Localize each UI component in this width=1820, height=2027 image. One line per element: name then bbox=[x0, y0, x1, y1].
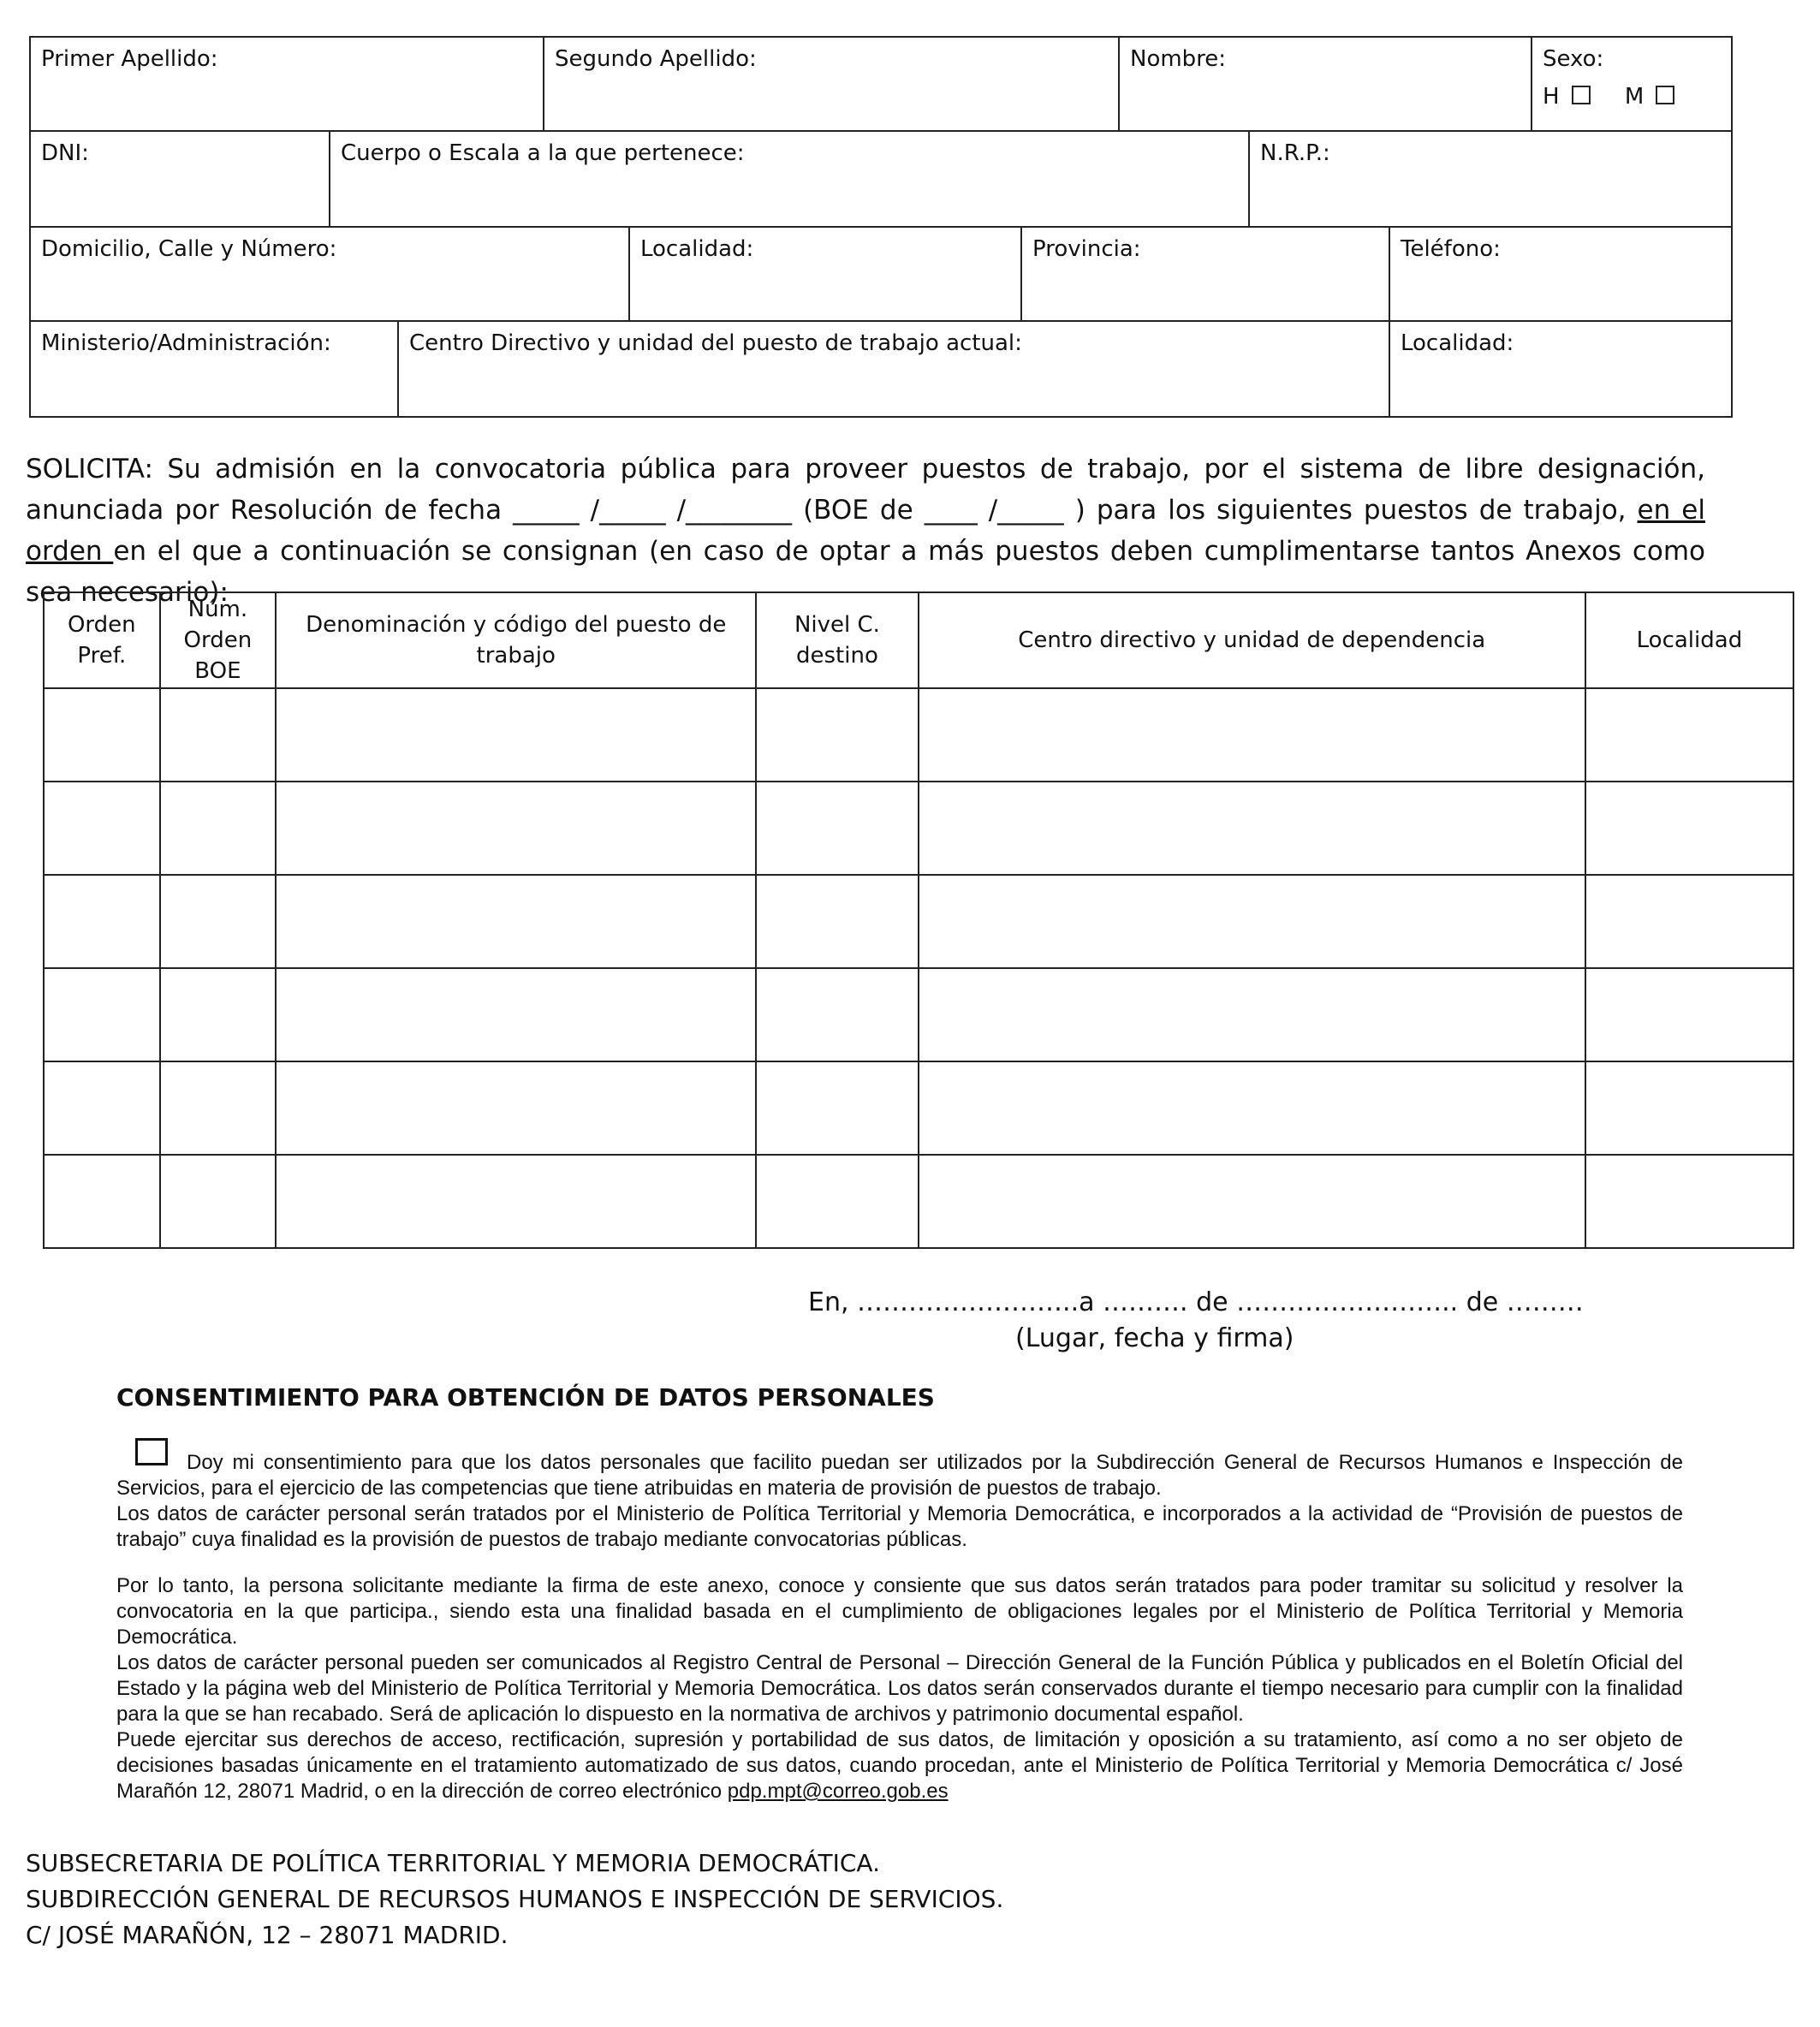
ministerio-label: Ministerio/Administración: bbox=[41, 330, 331, 356]
positions-table bbox=[43, 591, 1794, 1249]
sexo-m-label: M bbox=[1624, 84, 1645, 110]
table-cell[interactable] bbox=[756, 782, 918, 875]
header-nivel: Nivel C. destino bbox=[756, 592, 918, 688]
table-cell[interactable] bbox=[276, 1155, 756, 1248]
segundo-apellido-label: Segundo Apellido: bbox=[555, 46, 757, 72]
table-cell[interactable] bbox=[160, 1155, 277, 1248]
table-cell[interactable] bbox=[756, 875, 918, 968]
table-cell[interactable] bbox=[44, 968, 160, 1061]
signature-line: En, ……………………..a ………. de …………………….. de ……… bbox=[808, 1287, 1584, 1317]
sexo-h-checkbox[interactable] bbox=[1572, 86, 1591, 104]
consent-text-block-2 bbox=[116, 1573, 1683, 1804]
table-cell[interactable] bbox=[276, 968, 756, 1061]
table-cell[interactable] bbox=[919, 875, 1585, 968]
table-cell[interactable] bbox=[1585, 782, 1793, 875]
primer-apellido-label: Primer Apellido: bbox=[41, 46, 218, 72]
localidad-label-1: Localidad: bbox=[640, 236, 754, 262]
table-row bbox=[44, 1061, 1793, 1155]
consent-text-block-1 bbox=[116, 1450, 1683, 1553]
table-cell[interactable] bbox=[276, 1061, 756, 1155]
table-cell[interactable] bbox=[919, 782, 1585, 875]
solicita-text-1: SOLICITA: Su admisión en la convocatoria pública para proveer puestos de trabajo, por el sistema de libre designación, anunciada por Resolución de fecha _____ /_____ /________ (BOE de ____ /_____ ) para los siguientes puestos de trabajo, bbox=[26, 454, 1705, 526]
table-cell[interactable] bbox=[1585, 968, 1793, 1061]
table-cell[interactable] bbox=[44, 875, 160, 968]
localidad-field-1[interactable] bbox=[630, 228, 1022, 322]
table-cell[interactable] bbox=[919, 968, 1585, 1061]
table-cell[interactable] bbox=[276, 688, 756, 782]
domicilio-field[interactable] bbox=[31, 228, 630, 322]
nombre-label: Nombre: bbox=[1130, 46, 1227, 72]
consent-paragraph-4: Los datos de carácter personal pueden ser comunicados al Registro Central de Personal – Dirección General de la Función Pública y publicados en el Boletín Oficial del Estado y la página web del Ministerio de Política Territorial y Memoria Democrática. Los datos serán conservados durante el tiempo necesario para cumplir con la finalidad para la que se han recabado. Será de aplicación lo dispuesto en la normativa de archivos y patrimonio documental español. bbox=[116, 1651, 1683, 1726]
telefono-label: Teléfono: bbox=[1401, 236, 1501, 262]
table-cell[interactable] bbox=[160, 875, 277, 968]
domicilio-label: Domicilio, Calle y Número: bbox=[41, 236, 337, 262]
cuerpo-label: Cuerpo o Escala a la que pertenece: bbox=[341, 140, 745, 166]
table-row bbox=[44, 1155, 1793, 1248]
sexo-label: Sexo: bbox=[1543, 46, 1604, 72]
dni-label: DNI: bbox=[41, 140, 89, 166]
table-cell[interactable] bbox=[1585, 875, 1793, 968]
centro-directivo-field[interactable] bbox=[399, 322, 1390, 416]
dni-field[interactable] bbox=[31, 132, 330, 228]
table-cell[interactable] bbox=[276, 875, 756, 968]
consent-paragraph-1: Doy mi consentimiento para que los datos personales que facilito puedan ser utilizados por la Subdirección General de Recursos Humanos e Inspección de Servicios, para el ejercicio de las competencias que tiene atribuidas en materia de provisión de puestos de trabajo. bbox=[116, 1451, 1683, 1500]
table-cell[interactable] bbox=[756, 1155, 918, 1248]
footer-line-2: SUBDIRECCIÓN GENERAL DE RECURSOS HUMANOS E INSPECCIÓN DE SERVICIOS. bbox=[26, 1885, 1004, 1913]
table-cell[interactable] bbox=[919, 1061, 1585, 1155]
solicita-paragraph bbox=[26, 449, 1705, 613]
signature-caption: (Lugar, fecha y firma) bbox=[1015, 1323, 1294, 1353]
table-row bbox=[44, 688, 1793, 782]
solicita-underlined: en el orden bbox=[26, 495, 1705, 567]
table-cell[interactable] bbox=[44, 1155, 160, 1248]
table-cell[interactable] bbox=[756, 688, 918, 782]
header-num-orden-boe: Núm. Orden BOE bbox=[160, 592, 277, 688]
provincia-label: Provincia: bbox=[1032, 236, 1141, 262]
nrp-field[interactable] bbox=[1250, 132, 1731, 228]
primer-apellido-field[interactable] bbox=[31, 38, 544, 132]
localidad-field-2[interactable] bbox=[1390, 322, 1731, 416]
table-cell[interactable] bbox=[276, 782, 756, 875]
sexo-h-label: H bbox=[1543, 84, 1560, 110]
table-header-row bbox=[44, 592, 1793, 688]
nrp-label: N.R.P.: bbox=[1260, 140, 1330, 166]
header-centro-directivo: Centro directivo y unidad de dependencia bbox=[919, 592, 1585, 688]
consent-heading: CONSENTIMIENTO PARA OBTENCIÓN DE DATOS PERSONALES bbox=[116, 1383, 935, 1412]
table-row bbox=[44, 875, 1793, 968]
consent-paragraph-5 bbox=[116, 1727, 1683, 1804]
cuerpo-field[interactable] bbox=[330, 132, 1250, 228]
footer-address bbox=[26, 1846, 1003, 1953]
table-cell[interactable] bbox=[919, 688, 1585, 782]
solicita-text-2: en el que a continuación se consignan (en caso de optar a más puestos deben cumplimentarse tantos Anexos como sea necesario): bbox=[26, 536, 1705, 608]
table-cell[interactable] bbox=[1585, 1155, 1793, 1248]
table-row bbox=[44, 968, 1793, 1061]
table-cell[interactable] bbox=[160, 1061, 277, 1155]
table-cell[interactable] bbox=[44, 782, 160, 875]
sexo-field bbox=[1532, 38, 1731, 132]
consent-paragraph-5-text: Puede ejercitar sus derechos de acceso, rectificación, supresión y portabilidad de sus datos, de limitación y oposición a su tratamiento, así como a no ser objeto de decisiones basadas únicamente en el tratamiento automatizado de sus datos, cuando procedan, ante el Ministerio de Política Territorial y Memoria Democrática c/ José Marañón 12, 28071 Madrid, o en la dirección de correo electrónico bbox=[116, 1728, 1683, 1803]
header-orden-pref: Orden Pref. bbox=[44, 592, 160, 688]
footer-line-3: C/ JOSÉ MARAÑÓN, 12 – 28071 MADRID. bbox=[26, 1921, 509, 1949]
consent-email-link[interactable]: pdp.mpt@correo.gob.es bbox=[727, 1780, 949, 1803]
table-cell[interactable] bbox=[44, 1061, 160, 1155]
localidad-label-2: Localidad: bbox=[1401, 330, 1514, 356]
header-denominacion: Denominación y código del puesto de trabajo bbox=[276, 592, 756, 688]
footer-line-1: SUBSECRETARIA DE POLÍTICA TERRITORIAL Y MEMORIA DEMOCRÁTICA. bbox=[26, 1849, 880, 1877]
nombre-field[interactable] bbox=[1120, 38, 1532, 132]
sexo-options bbox=[1543, 84, 1681, 110]
table-cell[interactable] bbox=[44, 688, 160, 782]
provincia-field[interactable] bbox=[1022, 228, 1390, 322]
table-cell[interactable] bbox=[160, 968, 277, 1061]
sexo-m-checkbox[interactable] bbox=[1656, 86, 1674, 104]
table-cell[interactable] bbox=[919, 1155, 1585, 1248]
consent-paragraph-2: Los datos de carácter personal serán tratados por el Ministerio de Política Territorial y Memoria Democrática, e incorporados a la actividad de “Provisión de puestos de trabajo” cuya finalidad es la provisión de puestos de trabajo mediante convocatorias públicas. bbox=[116, 1502, 1683, 1551]
telefono-field[interactable] bbox=[1390, 228, 1731, 322]
segundo-apellido-field[interactable] bbox=[544, 38, 1120, 132]
table-cell[interactable] bbox=[160, 782, 277, 875]
centro-directivo-label: Centro Directivo y unidad del puesto de trabajo actual: bbox=[409, 330, 1022, 356]
personal-data-grid bbox=[29, 36, 1733, 418]
header-localidad: Localidad bbox=[1585, 592, 1793, 688]
consent-paragraph-3: Por lo tanto, la persona solicitante mediante la firma de este anexo, conoce y consiente que sus datos serán tratados para poder tramitar su solicitud y resolver la convocatoria en la que participa., siendo esta una finalidad basada en el cumplimiento de obligaciones legales por el Ministerio de Política Territorial y Memoria Democrática. bbox=[116, 1574, 1683, 1649]
ministerio-field[interactable] bbox=[31, 322, 399, 416]
table-cell[interactable] bbox=[160, 688, 277, 782]
table-cell[interactable] bbox=[756, 968, 918, 1061]
table-cell[interactable] bbox=[756, 1061, 918, 1155]
table-cell[interactable] bbox=[1585, 688, 1793, 782]
table-cell[interactable] bbox=[1585, 1061, 1793, 1155]
table-row bbox=[44, 782, 1793, 875]
